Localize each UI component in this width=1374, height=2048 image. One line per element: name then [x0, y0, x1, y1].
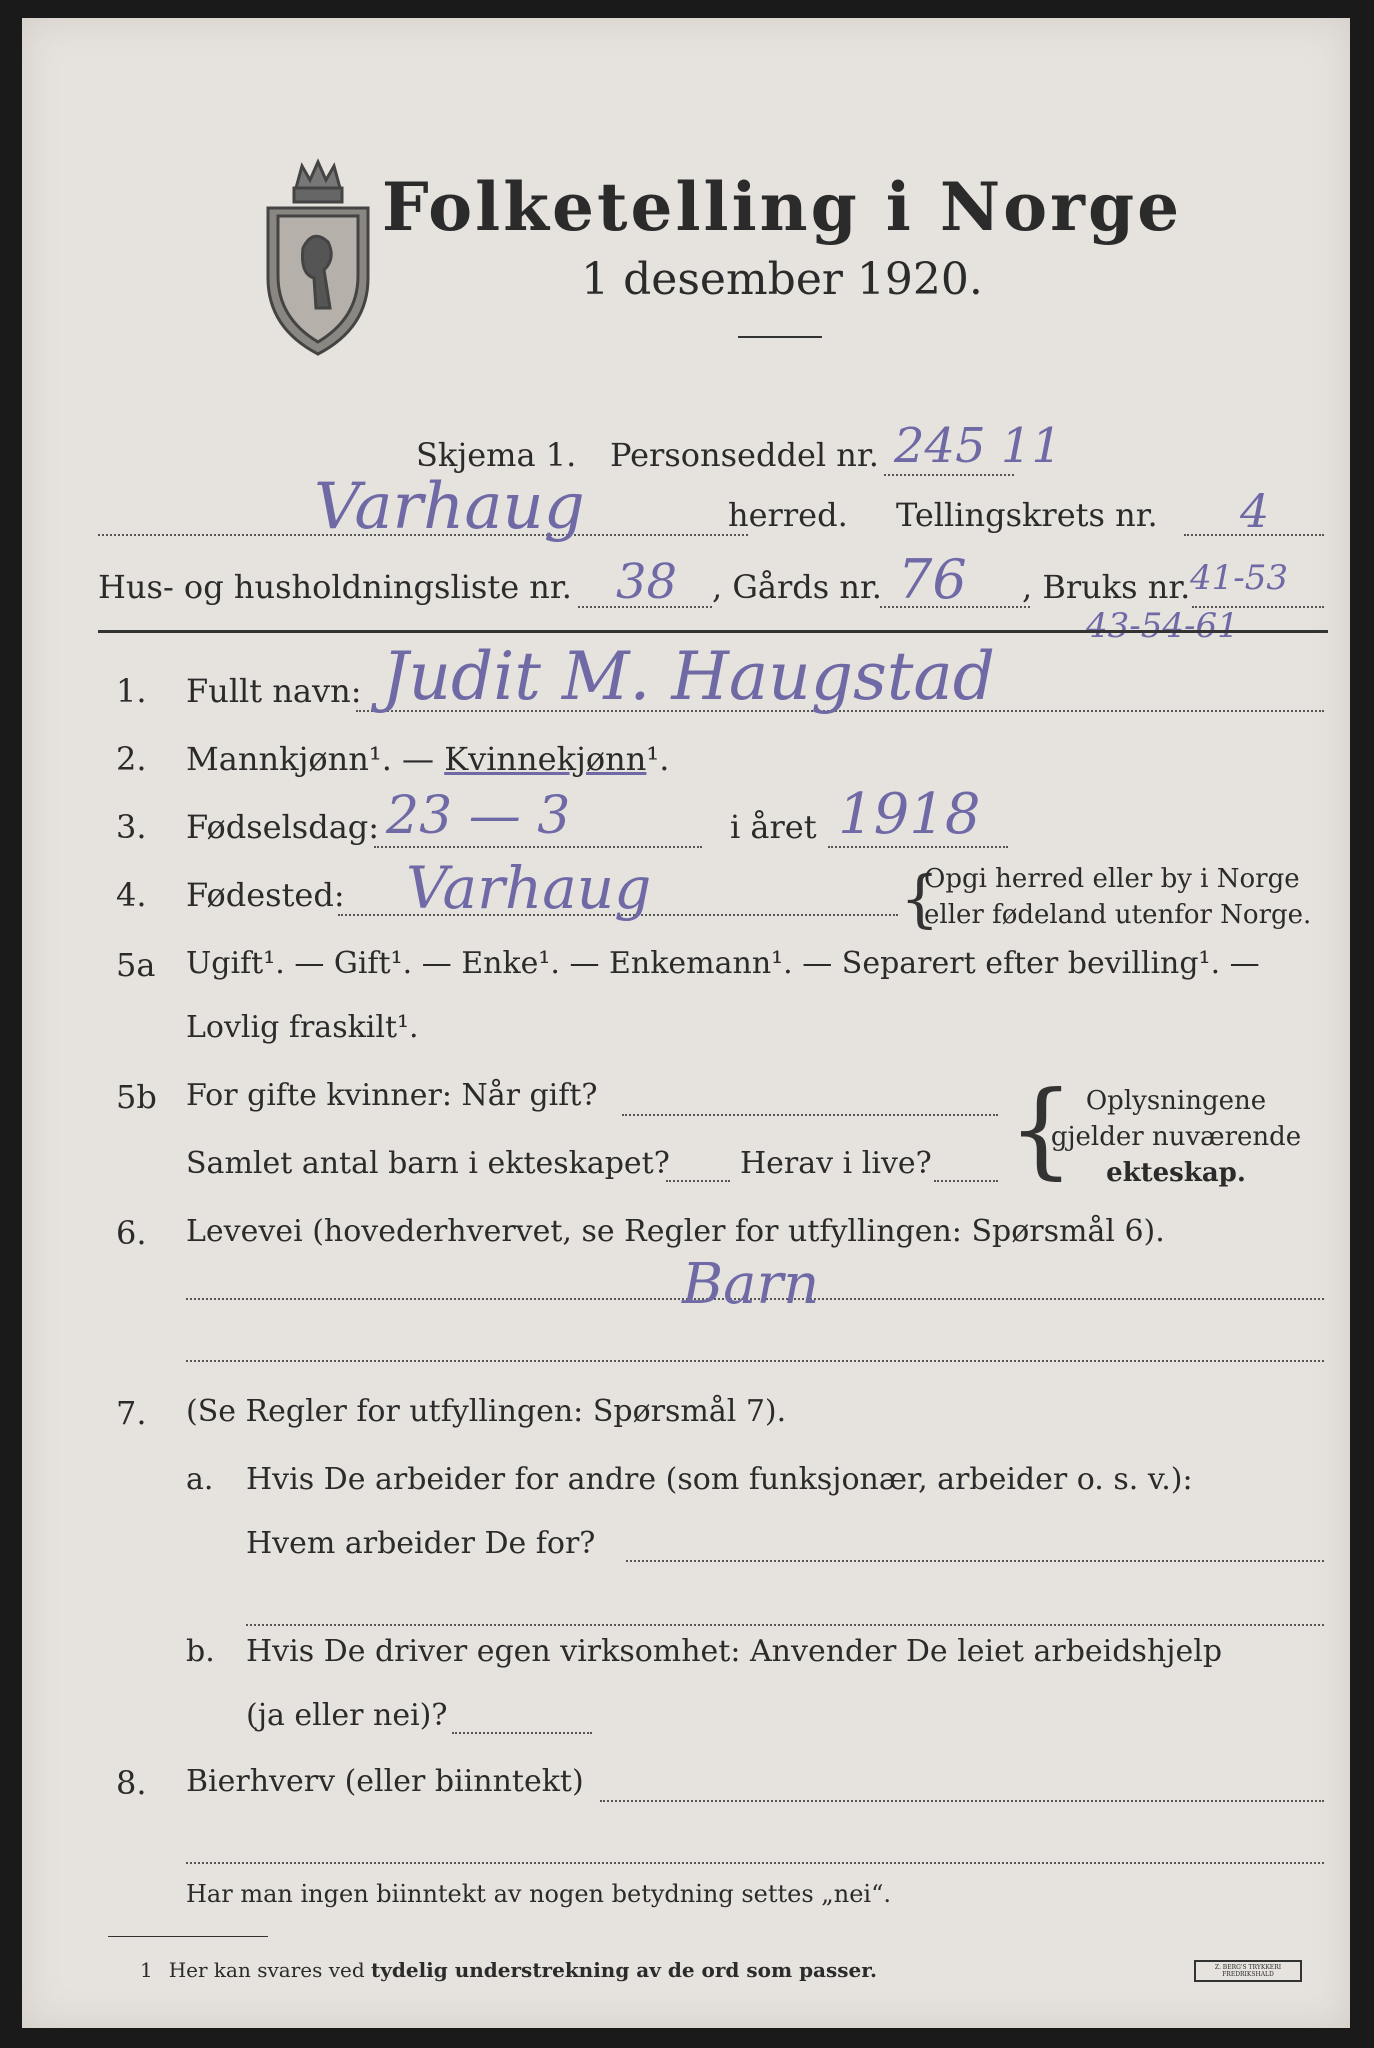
q7a-letter: a.	[186, 1462, 214, 1497]
q1-value[interactable]: Judit M. Haugstad	[382, 638, 996, 715]
q5b-note-line2: gjelder nuværende	[1050, 1122, 1302, 1152]
printer-stamp: Z. BERG'S TRYKKERI FREDRIKSHALD	[1194, 1960, 1302, 1982]
q5b-note-brace: {	[1008, 1068, 1075, 1190]
hus-label: Hus- og husholdningsliste nr.	[98, 568, 572, 606]
q7a-line	[626, 1560, 1324, 1562]
biinntekt-note: Har man ingen biinntekt av nogen betydning settes „nei“.	[186, 1880, 891, 1908]
q4-value[interactable]: Varhaug	[406, 854, 652, 922]
q2-number: 2.	[116, 740, 147, 778]
q1-number: 1.	[116, 672, 147, 710]
q2-footnote-mark: ¹.	[646, 740, 670, 778]
q3-number: 3.	[116, 808, 147, 846]
q6-label: Levevei (hovederhvervet, se Regler for utfyllingen: Spørsmål 6).	[186, 1214, 1165, 1249]
q5b-line2a: Samlet antal barn i ekteskapet?	[186, 1146, 670, 1181]
tellingskrets-label: Tellingskrets nr.	[896, 496, 1158, 534]
bruks-value[interactable]: 41-53	[1190, 558, 1289, 598]
tellingskrets-value[interactable]: 4	[1240, 484, 1270, 538]
q7b-line1: Hvis De driver egen virksomhet: Anvender De leiet arbeidshjelp	[246, 1634, 1223, 1669]
q3-year-value[interactable]: 1918	[838, 782, 981, 847]
q5b-note-line3: ekteskap.	[1106, 1158, 1246, 1188]
q5b-married-line	[622, 1114, 998, 1116]
q5b-note-line1: Oplysningene	[1085, 1086, 1267, 1116]
q6-value[interactable]: Barn	[682, 1252, 820, 1317]
gards-value[interactable]: 76	[898, 548, 967, 611]
footnote-rule	[108, 1936, 268, 1937]
q5b-children-line	[666, 1180, 730, 1182]
q7-label: (Se Regler for utfyllingen: Spørsmål 7).	[186, 1394, 787, 1429]
q1-label: Fullt navn:	[186, 672, 362, 710]
q8-number: 8.	[116, 1764, 147, 1802]
q5a-line2[interactable]: Lovlig fraskilt¹.	[186, 1010, 419, 1045]
q6-number: 6.	[116, 1214, 147, 1252]
personseddel-label: Personseddel nr.	[610, 436, 879, 474]
q4-note-line2: eller fødeland utenfor Norge.	[924, 900, 1312, 930]
form-date: 1 desember 1920.	[581, 254, 983, 305]
q3-label: Fødselsdag:	[186, 808, 380, 846]
gards-label: , Gårds nr.	[712, 568, 882, 606]
q5a-number: 5a	[116, 946, 156, 984]
q2-kvinnekjonn[interactable]: Kvinnekjønn	[444, 740, 647, 778]
q3-year-label: i året	[730, 808, 817, 846]
title-divider	[738, 336, 822, 338]
q2-label	[186, 740, 669, 778]
form-title: Folketelling i Norge	[381, 168, 1183, 246]
q4-note-brace: {	[900, 862, 940, 935]
q3-value[interactable]: 23 — 3	[386, 786, 571, 846]
personseddel-value[interactable]: 245 11	[894, 418, 1062, 474]
q7b-letter: b.	[186, 1634, 215, 1669]
q8-line-2	[186, 1862, 1324, 1864]
q4-number: 4.	[116, 876, 147, 914]
q3-line	[374, 846, 702, 848]
header-rule	[98, 630, 1328, 633]
footnote: 1 Her kan svares ved tydelig understrekning av de ord som passer.	[140, 1958, 877, 1982]
q5b-alive-line	[934, 1180, 998, 1182]
q5a-line1[interactable]: Ugift¹. — Gift¹. — Enke¹. — Enkemann¹. — Separert efter bevilling¹. —	[186, 946, 1260, 981]
q5b-line1: For gifte kvinner: Når gift?	[186, 1078, 598, 1113]
herred-value[interactable]: Varhaug	[314, 470, 585, 544]
census-form	[22, 18, 1350, 2028]
q7b-line	[452, 1732, 592, 1734]
q7b-line2: (ja eller nei)?	[246, 1698, 448, 1733]
q2-mannkjonn[interactable]: Mannkjønn¹. —	[186, 740, 445, 778]
q7a-line-2	[246, 1624, 1324, 1626]
q4-label: Fødested:	[186, 876, 345, 914]
bruks-label: , Bruks nr.	[1022, 568, 1191, 606]
herred-label: herred.	[728, 496, 848, 534]
skjema-label: Skjema 1.	[416, 436, 577, 474]
q8-line	[600, 1800, 1324, 1802]
q5b-line2b: Herav i live?	[740, 1146, 932, 1181]
q7a-line2: Hvem arbeider De for?	[246, 1526, 596, 1561]
footnote-mark: 1	[140, 1958, 153, 1982]
q7a-line1: Hvis De arbeider for andre (som funksjonær, arbeider o. s. v.):	[246, 1462, 1193, 1497]
q5b-number: 5b	[116, 1078, 157, 1116]
hus-value[interactable]: 38	[616, 554, 678, 610]
bruks-value-2[interactable]: 43-54-61	[1086, 606, 1239, 646]
q6-line2	[186, 1360, 1324, 1362]
q4-note-line1: Opgi herred eller by i Norge	[924, 864, 1300, 894]
personseddel-line	[884, 474, 1014, 476]
q7-number: 7.	[116, 1394, 147, 1432]
q8-label: Bierhverv (eller biinntekt)	[186, 1764, 584, 1799]
